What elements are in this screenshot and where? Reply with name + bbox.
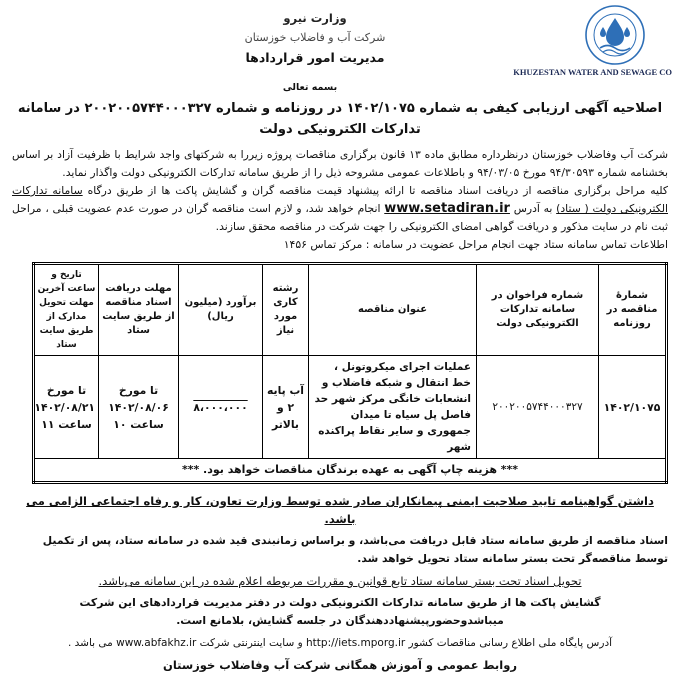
header-docs-deadline: مهلت دریافت اسناد مناقصه از طریق سایت ستاد	[99, 264, 179, 356]
address-text: و سایت اینترنتی شرکت	[199, 637, 303, 649]
cell-estimate	[179, 356, 263, 459]
setad-url: www.setadiran.ir	[384, 201, 510, 216]
cell-newspaper-no: ۱۴۰۲/۱۰۷۵	[599, 356, 667, 459]
procedure-text: کلیه مراحل برگزاری مناقصه از دریافت اسناد مناقصه تا ارائه پیشنهاد قیمت مناقصه گران و گشایش پاکت ها از طریق درگاه	[87, 184, 669, 197]
deadline-prefix: تا مورخ	[46, 383, 87, 397]
contact-info: اطلاعات تماس سامانه ستاد جهت انجام مراحل عضویت در سامانه : مرکز تماس ۱۴۵۶	[283, 238, 668, 251]
basmala: بسمه تعالی	[282, 82, 338, 93]
company-logo-icon	[572, 3, 658, 67]
table-footnote-row	[34, 459, 667, 483]
signature: روابط عمومی و آموزش همگانی شرکت آب وفاضلاب خوزستان	[163, 658, 517, 672]
note-safety-certificate: داشتن گواهینامه تایید صلاحیت ایمنی پیمانکاران صادر شده توسط وزارت تعاون، کار و رفاه اجتماعی الزامی می باشد.	[26, 494, 654, 526]
procedure-paragraph	[12, 182, 668, 236]
table-row	[34, 356, 667, 459]
procedure-text: به آدرس	[513, 202, 553, 215]
note-documents-receipt: اسناد مناقصه از طریق سامانه ستاد قابل دریافت می‌باشد، و براساس زمانبندی قید شده در سامانه ستاد، پس از تکمیل توسط مناقصه‌گر تحت بستر سامانه ستاد تحویل خواهد شد.	[42, 534, 668, 565]
cell-setad-no: ۲۰۰۲۰۰۵۷۴۴۰۰۰۳۲۷	[477, 356, 599, 459]
tender-table	[32, 262, 668, 484]
deadline-time: ساعت ۱۰	[113, 417, 164, 431]
department-name: مدیریت امور قراردادها	[245, 50, 385, 65]
notice-header	[12, 0, 672, 80]
header-setad-no: شماره فراخوان در سامانه تدارکات الکترونیکی دولت	[477, 264, 599, 356]
address-text: می باشد .	[67, 637, 113, 649]
intro-paragraph: شرکت آب وفاضلاب خوزستان درنظرداره مطابق ماده ۱۳ قانون برگزاری مناقصات پروژه زیررا به شرکتهای واجد شرایط با ظرفیت آزاد بر اساس بخشنامه شماره ۹۴/۳۰۵۹۳ مورخ ۹۴/۰۳/۰۵ و باطلاعات عمومی مشروحه ذیل را از طریق سامانه تدارکات الکترونیکی دولت واگذار نماید.	[12, 148, 669, 179]
address-text: آدرس پایگاه ملی اطلاع رسانی مناقصات کشور	[408, 637, 613, 649]
company-url: www.abfakhz.ir	[116, 637, 197, 649]
issuer-block	[205, 8, 425, 68]
cell-docs-deadline	[99, 356, 179, 459]
company-name: شرکت آب و فاضلاب خوزستان	[244, 31, 386, 44]
header-tender-title: عنوان مناقصه	[309, 264, 477, 356]
deadline-time: ساعت ۱۱	[41, 417, 92, 431]
cell-submit-deadline	[34, 356, 99, 459]
notes-section	[12, 492, 668, 674]
iets-url: http://iets.mporg.ir	[306, 637, 406, 649]
notice-title-line: اصلاحیه آگهی ارزیابی کیفی به شماره ۱۴۰۲/۱۰۷۵ در روزنامه و شماره ۲۰۰۲۰۰۵۷۴۴۰۰۰۳۲۷ در سامانه	[17, 101, 663, 116]
cell-tender-title: عملیات اجرای میکروتونل ، خط انتقال و شبکه فاضلاب و انشعابات خانگی مرکز شهر حد فاصل پل سیاه تا میدان جمهوری و سایر نقاط پراکنده شهر	[309, 356, 477, 459]
notice-title	[12, 98, 668, 140]
header-estimate: برآورد (میلیون ریال)	[179, 264, 263, 356]
deadline-date: ۱۴۰۲/۰۸/۲۱	[34, 400, 95, 414]
ministry-name: وزارت نیرو	[283, 11, 347, 25]
note-documents-delivery: تحویل اسناد تحت بستر سامانه ستاد تابع قوانین و مقررات مربوطه اعلام شده در این سامانه می‌باشد.	[98, 574, 582, 588]
header-work-field: رشته کاری مورد نیاز	[263, 264, 309, 356]
header-newspaper-no: شمارهٔ مناقصه در روزنامه	[599, 264, 667, 356]
deadline-prefix: تا مورخ	[118, 383, 159, 397]
table-footnote: *** هزینه چاپ آگهی به عهده برندگان مناقصات خواهد بود. ***	[34, 459, 667, 483]
intro-section	[12, 146, 668, 254]
estimate-value: ۸،۰۰۰،۰۰۰	[193, 400, 248, 414]
setad-system-name: سامانه تدارکات الکترونیکی دولت ( ستاد)	[12, 184, 668, 215]
note-envelope-opening: گشایش پاکت ها از طریق سامانه تدارکات الکترونیکی دولت در دفتر مدیریت قراردادهای این شرکت میباشدوحضورپیشنهاددهندگان در جلسه گشایش، بلامانع است.	[79, 596, 601, 627]
header-submit-deadline: تاریخ و ساعت آخرین مهلت تحویل مدارک از طریق سایت ستاد	[34, 264, 99, 356]
address-line	[12, 634, 668, 652]
cell-work-field: آب پایه ۲ و بالاتر	[263, 356, 309, 459]
notice-title-line: تدارکات الکترونیکی دولت	[259, 122, 421, 137]
deadline-date: ۱۴۰۲/۰۸/۰۶	[108, 400, 169, 414]
procedure-text: انجام خواهد شد، و لازم است مناقصه گران در صورت عدم عضویت قبلی ، مراحل ثبت نام در سایت مذکور و دریافت گواهی امضای الکترونیکی را جهت شرکت در مناقصه محقق سازند.	[12, 202, 668, 233]
company-logo-caption: KHUZESTAN WATER AND SEWAGE CO	[513, 67, 672, 77]
table-header-row	[34, 264, 667, 356]
